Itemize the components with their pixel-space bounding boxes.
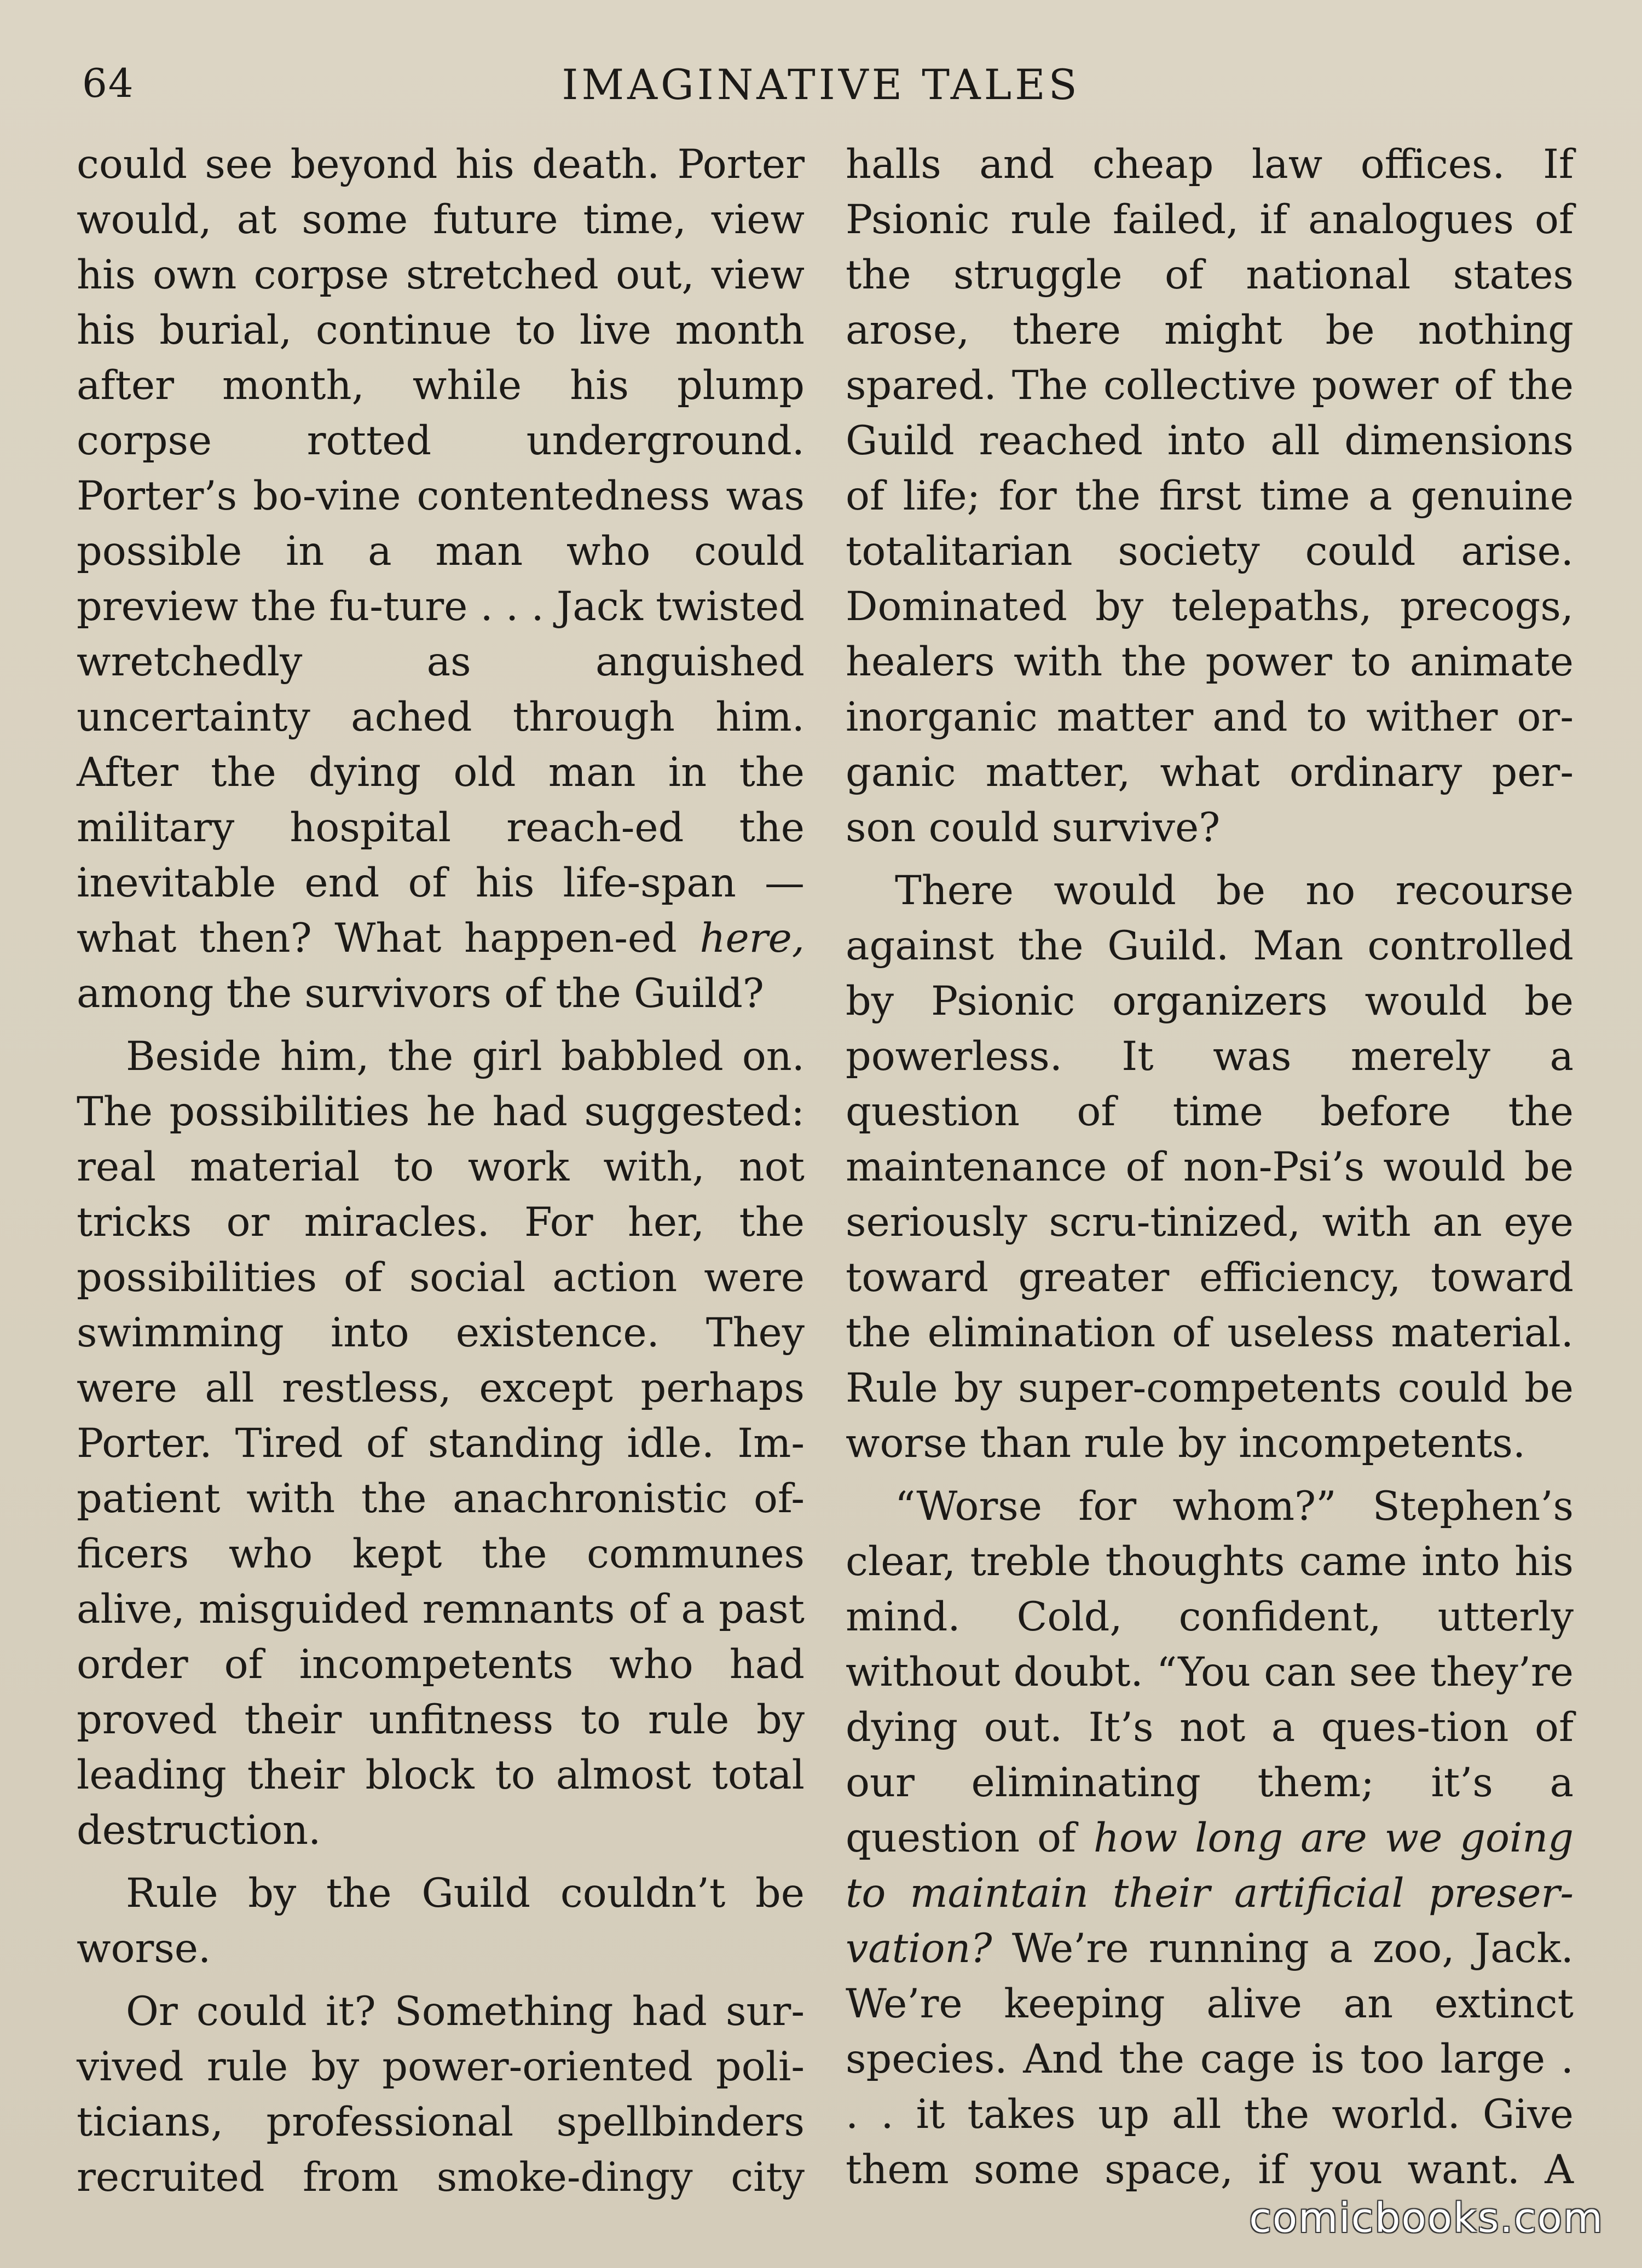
paragraph: “Worse for whom?” Stephen’s clear, treble thoughts came into his mind. Cold, confident, utterly without doubt. “You can see they’re dying out. It’s not a ques-tion of our eliminating them; it’s a question of how long are we going to maintain their artificial preser-vation? We’re running a zoo, Jack. We’re keeping alive an extinct species. And the cage is too large . . . it takes up all the world. Give them some space, if you want. A — [846, 1483, 1574, 2193]
paragraph: Or could it? Something had sur-vived rule by power-oriented poli-ticians, professional spellbinders recruited from smoke-dingy city — [77, 1988, 805, 2201]
page-number: 64 — [82, 60, 135, 106]
emphasis: here, — [699, 915, 805, 962]
emphasis: how long are we going to maintain their artificial preser-vation? — [846, 1815, 1574, 1972]
left-column — [77, 137, 805, 2205]
right-column — [846, 137, 1574, 2197]
running-title: IMAGINATIVE TALES — [562, 60, 1080, 109]
page-header — [77, 55, 1565, 115]
paragraph: could see beyond his death. Porter would, at some future time, view his own corpse stretched out, view his burial, continue to live month after month, while his plump corpse rotted underground. Porter’s bo-vine contentedness was possible in a man who could preview the fu-ture . . . Jack twisted wretchedly as anguished uncertainty ached through him. After the dying old man in the military hospital reach-ed the inevitable end of his life-span — what then? What happen-ed here, among the survivors of the Guild? — [77, 141, 805, 1017]
paragraph: Beside him, the girl babbled on. The possibilities he had suggested: real material to work with, not tricks or miracles. For her, the possibilities of social action were swimming into existence. They were all restless, except perhaps Porter. Tired of standing idle. Im-patient with the anachronistic of-ficers who kept the communes alive, misguided remnants of a past order of incompetents who had proved their unfitness to rule by leading their block to almost total destruction. — [77, 1033, 805, 1854]
watermark: comicbooks.com — [1249, 2195, 1604, 2242]
paragraph: halls and cheap law offices. If Psionic rule failed, if analogues of the struggle of national states arose, there might be nothing spared. The collective power of the Guild reached into all dimensions of life; for the first time a genuine totalitarian society could arise. Dominated by telepaths, precogs, healers with the power to animate inorganic matter and to wither or-ganic matter, what ordinary per-son could survive? — [846, 141, 1574, 851]
paragraph: There would be no recourse against the Guild. Man controlled by Psionic organizers would be powerless. It was merely a question of time before the maintenance of non-Psi’s would be seriously scru-tinized, with an eye toward greater efficiency, toward the elimination of useless material. Rule by super-competents could be worse than rule by incompetents. — [846, 867, 1574, 1467]
paragraph: Rule by the Guild couldn’t be worse. — [77, 1870, 805, 1972]
